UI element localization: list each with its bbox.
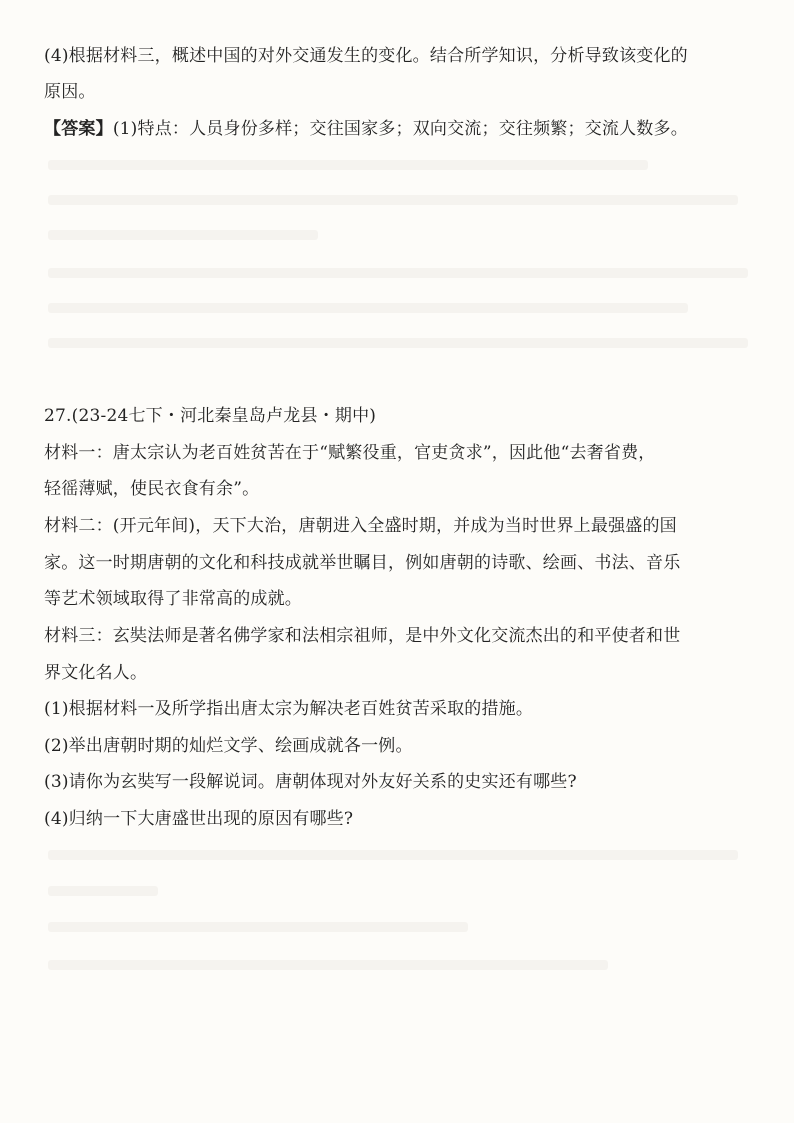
q27-material1-line2: 轻徭薄赋，使民衣食有余”。 xyxy=(44,479,260,499)
q27-material2-line1: 材料二：(开元年间)，天下大治，唐朝进入全盛时期，并成为当时世界上最强盛的国 xyxy=(44,516,677,536)
faded-line xyxy=(48,338,748,348)
faded-line xyxy=(48,886,158,896)
q27-material2-line2: 家。这一时期唐朝的文化和科技成就举世瞩目，例如唐朝的诗歌、绘画、书法、音乐 xyxy=(44,553,681,573)
faded-line xyxy=(48,922,468,932)
q26-answer-line xyxy=(44,117,688,141)
q27-material3-line2: 界文化名人。 xyxy=(44,663,148,683)
q27-material1-line1: 材料一：唐太宗认为老百姓贫苦在于“赋繁役重，官吏贪求”，因此他“去奢省费， xyxy=(44,443,656,463)
q27-question4: (4)归纳一下大唐盛世出现的原因有哪些? xyxy=(44,809,354,829)
q27-material2-line3: 等艺术领域取得了非常高的成就。 xyxy=(44,589,302,609)
faded-line xyxy=(48,160,648,170)
q27-question1: (1)根据材料一及所学指出唐太宗为解决老百姓贫苦采取的措施。 xyxy=(44,699,534,719)
faded-line xyxy=(48,195,738,205)
q27-material3-line1: 材料三：玄奘法师是著名佛学家和法相宗祖师，是中外文化交流杰出的和平使者和世 xyxy=(44,626,681,646)
faded-line xyxy=(48,850,738,860)
q27-question3: (3)请你为玄奘写一段解说词。唐朝体现对外友好关系的史实还有哪些? xyxy=(44,772,577,792)
faded-line xyxy=(48,303,688,313)
q26-part4-line2: 原因。 xyxy=(44,82,96,102)
faded-line xyxy=(48,960,608,970)
answer-text: (1)特点：人员身份多样；交往国家多；双向交流；交往频繁；交流人数多。 xyxy=(112,119,688,139)
faded-line xyxy=(48,230,318,240)
q27-header: 27.(23-24七下・河北秦皇岛卢龙县・期中) xyxy=(44,406,377,426)
faded-line xyxy=(48,268,748,278)
q27-question2: (2)举出唐朝时期的灿烂文学、绘画成就各一例。 xyxy=(44,736,413,756)
q26-part4-line1: (4)根据材料三，概述中国的对外交通发生的变化。结合所学知识，分析导致该变化的 xyxy=(44,46,688,66)
answer-label: 【答案】 xyxy=(44,119,113,139)
